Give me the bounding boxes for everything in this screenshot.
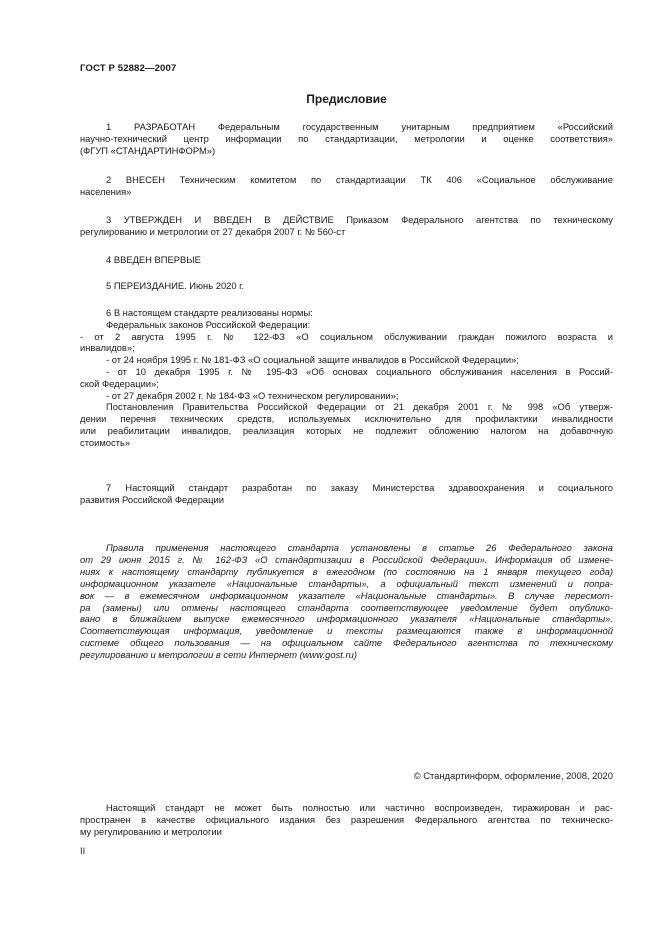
legal-line: му регулированию и метрологии [80,825,222,837]
item-2-line: 2 ВНЕСЕН Техническим комитетом по стандартизации ТК 406 «Социальное обслуживание [106,174,613,185]
reproduction-notice [80,802,613,837]
standard-number: ГОСТ Р 52882—2007 [80,63,177,74]
item-6-line: или реабилитации инвалидов, реализация которых не подлежит обложению налогом на добавочную [80,424,613,436]
item-1-line: научно-технический центр информации по стандартизации, метрологии и оценке соответствия» [80,132,613,144]
note-line: системе общего пользования — на официальном сайте Федерального агентства по техническому [80,637,613,649]
item-6-line: - от 10 декабря 1995 г. № 195-ФЗ «Об основах социального обслуживания населения в Россий- [106,365,613,377]
item-5-reissue [80,280,613,292]
note-line: вано в ближайшем выпуске ежемесячного информационного указателя «Национальные стандарты». [80,613,613,625]
item-2-submitted [80,174,613,198]
item-6-line: - от 2 августа 1995 г. № 122-ФЗ «О социальном обслуживании граждан пожилого возраста и [80,330,613,342]
note-line: информационном указателе «Национальные стандарты», а официальный текст изменений и попра- [80,577,613,589]
page-number: II [80,845,86,856]
item-1-line: 1 РАЗРАБОТАН Федеральным государственным унитарным предприятием «Российский [106,121,613,132]
note-line: Соответствующая информация, уведомление и тексты размещаются также в информационной [80,625,613,637]
page-title: Предисловие [306,92,387,106]
item-7-line: развития Российской Федерации [80,493,224,505]
item-5-line: 5 ПЕРЕИЗДАНИЕ. Июнь 2020 г. [106,280,245,291]
item-4-line: 4 ВВЕДЕН ВПЕРВЫЕ [106,254,201,265]
item-6-norms [80,307,613,449]
legal-line: Настоящий стандарт не может быть полностью или частично воспроизведен, тиражирован и рас- [106,802,613,813]
item-6-line: инвалидов»; [80,342,135,354]
item-1-line: (ФГУП «СТАНДАРТИНФОРМ») [80,144,216,156]
item-2-line: населения» [80,185,132,197]
item-1-developed [80,121,613,156]
note-line: ниях к настоящему стандарту публикуется в ежегодном (по состоянию на 1 января текущего года) [80,565,613,577]
note-line: регулированию и метрологии в сети Интернет (www.gost.ru) [80,649,357,661]
note-line: вок — в ежемесячном информационном указателе «Национальные стандарты». В случае пересмот- [80,589,613,601]
copyright-notice: © Стандартинформ, оформление, 2008, 2020 [413,770,613,781]
item-3-line: 3 УТВЕРЖДЕН И ВВЕДЕН В ДЕЙСТВИЕ Приказом Федерального агентства по техническому [106,214,613,225]
item-6-line: - от 27 декабря 2002 г. № 184-ФЗ «О техническом регулировании»; [106,389,399,401]
note-line: Правила применения настоящего стандарта установлены в статье 26 Федерального закона [106,542,613,553]
item-6-line: 6 В настоящем стандарте реализованы нормы: [106,307,313,318]
note-line: от 29 июня 2015 г. № 162-ФЗ «О стандартизации в Российской Федерации». Информация об измене- [80,553,613,565]
item-4-first-introduced [80,254,613,266]
item-3-line: регулированию и метрологии от 27 декабря 2007 г. № 560-ст [80,225,346,237]
item-6-line: дении перечня технических средств, используемых исключительно для профилактики инвалидности [80,413,613,425]
item-6-line: - от 24 ноября 1995 г. № 181-ФЗ «О социальной защите инвалидов в Российской Федерации»; [106,354,519,366]
item-6-line: Федеральных законов Российской Федерации: [106,318,311,330]
item-6-line: ской Федерации»; [80,377,159,389]
item-3-approved [80,214,613,238]
item-6-line: Постановления Правительства Российской Федерации от 21 декабря 2001 г. № 998 «Об утверж- [106,401,613,413]
item-7-commissioned [80,482,613,506]
application-rules-note [80,542,613,661]
note-line: ра (замены) или отмены настоящего стандарта соответствующее уведомление будет опублико- [80,601,613,613]
item-7-line: 7 Настоящий стандарт разработан по заказу Министерства здравоохранения и социального [106,482,613,493]
item-6-line: стоимость» [80,436,131,448]
legal-line: пространен в качестве официального издания без разрешения Федерального агентства по техническо- [80,813,613,825]
